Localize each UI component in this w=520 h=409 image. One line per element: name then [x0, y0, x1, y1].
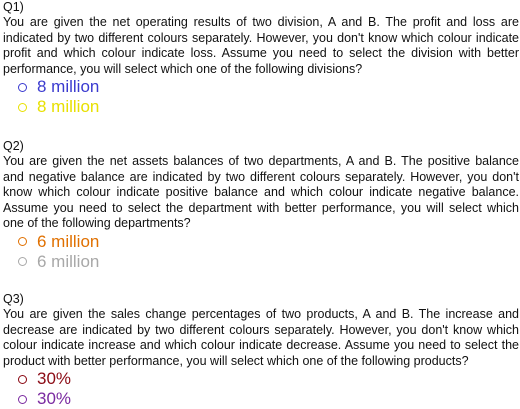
question-3: [3, 292, 519, 409]
question-label: Q2): [3, 139, 24, 153]
option-text: 30%: [37, 369, 72, 388]
question-text: You are given the net operating results of two division, A and B. The profit and loss are indicated by two different colours separately. However, you don't know which colour indicate profit and which colour indicate loss. Assume you need to select the division with better performance, you will select which one of the following divisions?: [3, 15, 519, 76]
option-text: 8 million: [37, 97, 100, 116]
question-2: [3, 139, 519, 272]
question-label: Q3): [3, 292, 24, 306]
option-text: 6 million: [37, 231, 100, 251]
radio-icon[interactable]: [18, 375, 27, 384]
answer-option[interactable]: [18, 77, 519, 97]
answer-options: [3, 369, 519, 409]
option-text: 30%: [37, 389, 72, 408]
answer-option[interactable]: [18, 389, 519, 409]
question-text: You are given the net assets balances of two departments, A and B. The positive balance and negative balance are indicated by two different colours separately. However, you don't know which colour indicate positive balance and which colour indicate negative balance. Assume you need to select the department with better performance, you will select which one of the following departments?: [3, 154, 519, 230]
answer-option[interactable]: [18, 232, 519, 252]
answer-option[interactable]: [18, 369, 519, 389]
radio-icon[interactable]: [18, 395, 27, 404]
answer-options: [3, 77, 519, 117]
question-1: [3, 0, 519, 117]
radio-icon[interactable]: [18, 83, 27, 92]
radio-icon[interactable]: [18, 257, 27, 266]
question-label: Q1): [3, 0, 24, 14]
answer-option[interactable]: [18, 97, 519, 117]
option-text: 8 million: [37, 77, 100, 96]
radio-icon[interactable]: [18, 237, 27, 246]
answer-option[interactable]: [18, 252, 519, 272]
option-text: 6 million: [37, 251, 100, 271]
question-text: You are given the sales change percentages of two products, A and B. The increase and decrease are indicated by two different colours separately. However, you don't know which colour indicate increase and which colour indicate decrease. Assume you need to select the product with better performance, you will select which one of the following products?: [3, 307, 519, 368]
answer-options: [3, 232, 519, 272]
radio-icon[interactable]: [18, 103, 27, 112]
